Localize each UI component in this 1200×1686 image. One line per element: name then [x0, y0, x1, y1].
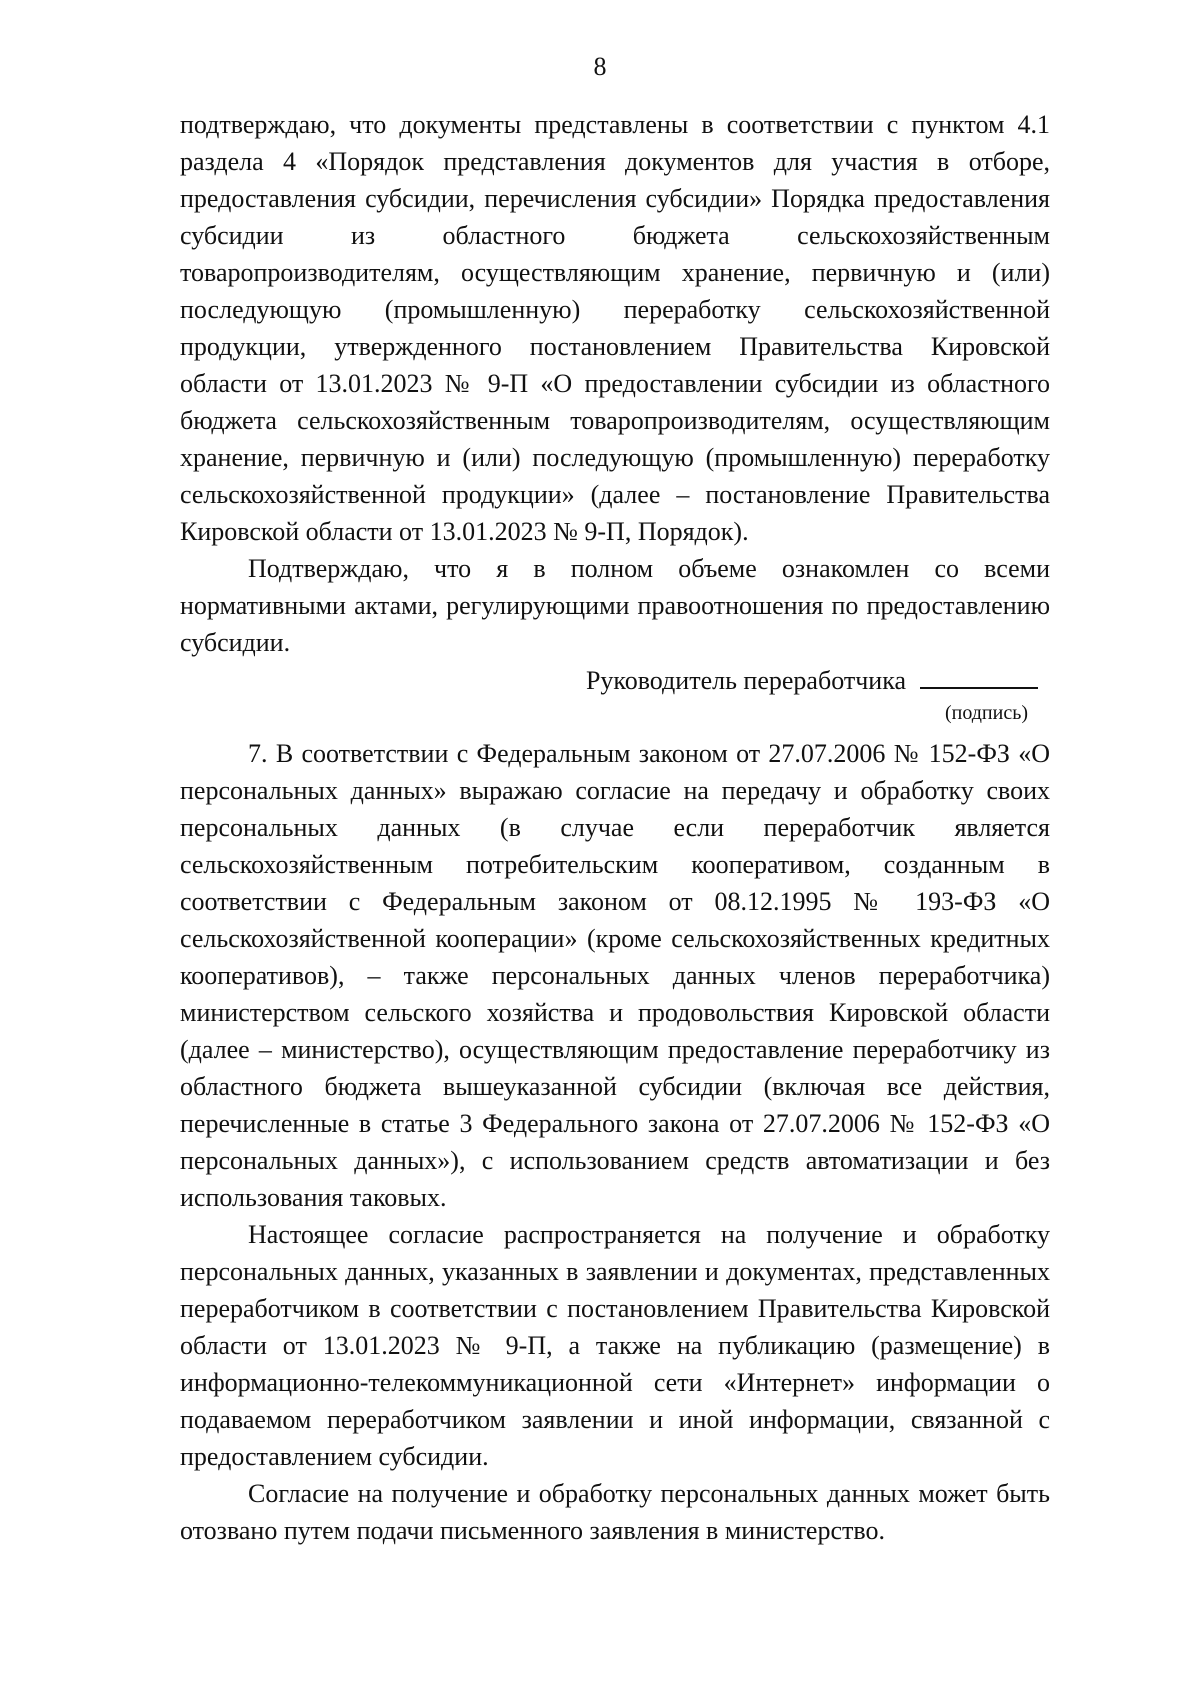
paragraph-personal-data-consent: 7. В соответствии с Федеральным законом от 27.07.2006 № 152-ФЗ «О персональных данных» выражаю согласие на передачу и обработку своих персональных данных (в случае если переработчик является сельскохозяйственным потребительским кооперативом, созданным в соответствии с Федеральным законом от 08.12.1995 № 193-ФЗ «О сельскохозяйственной кооперации» (кроме сельскохозяйственных кредитных кооперативов), – также персональных данных членов переработчика) министерством сельского хозяйства и продовольствия Кировской области (далее – министерство), осуществляющим предоставление переработчику из областного бюджета вышеуказанной субсидии (включая все действия, перечисленные в статье 3 Федерального закона от 27.07.2006 № 152-ФЗ «О персональных данных»), с использованием средств автоматизации и без использования таковых.: [180, 739, 1050, 1212]
signature-block: [180, 661, 1050, 735]
paragraph-acts-acknowledgement: Подтверждаю, что я в полном объеме ознакомлен со всеми нормативными актами, регулирующими правоотношения по предоставлению субсидии.: [180, 554, 1050, 657]
paragraph-documents-confirmation: подтверждаю, что документы представлены в соответствии с пунктом 4.1 раздела 4 «Порядок представления документов для участия в отборе, предоставления субсидии, перечисления субсидии» Порядка предоставления субсидии из областного бюджета сельскохозяйственным товаропроизводителям, осуществляющим хранение, первичную и (или) последующую (промышленную) переработку сельскохозяйственной продукции, утвержденного постановлением Правительства Кировской области от 13.01.2023 № 9-П «О предоставлении субсидии из областного бюджета сельскохозяйственным товаропроизводителям, осуществляющим хранение, первичную и (или) последующую (промышленную) переработку сельскохозяйственной продукции» (далее – постановление Правительства Кировской области от 13.01.2023 № 9-П, Порядок).: [180, 110, 1050, 546]
signature-caption: (подпись): [944, 702, 1028, 724]
paragraph-consent-scope: Настоящее согласие распространяется на получение и обработку персональных данных, указанных в заявлении и документах, представленных переработчиком в соответствии с постановлением Правительства Кировской области от 13.01.2023 № 9-П, а также на публикацию (размещение) в информационно-телекоммуникационной сети «Интернет» информации о подаваемом переработчиком заявлении и иной информации, связанной с предоставлением субсидии.: [180, 1220, 1050, 1471]
signature-label: Руководитель переработчика: [585, 666, 906, 695]
page-number: 8: [593, 52, 607, 81]
document-body: [180, 106, 1050, 1549]
signature-field: [920, 661, 1038, 689]
signature-line: [586, 661, 1038, 699]
paragraph-consent-revocation: Согласие на получение и обработку персональных данных может быть отозвано путем подачи письменного заявления в министерство.: [180, 1479, 1050, 1545]
